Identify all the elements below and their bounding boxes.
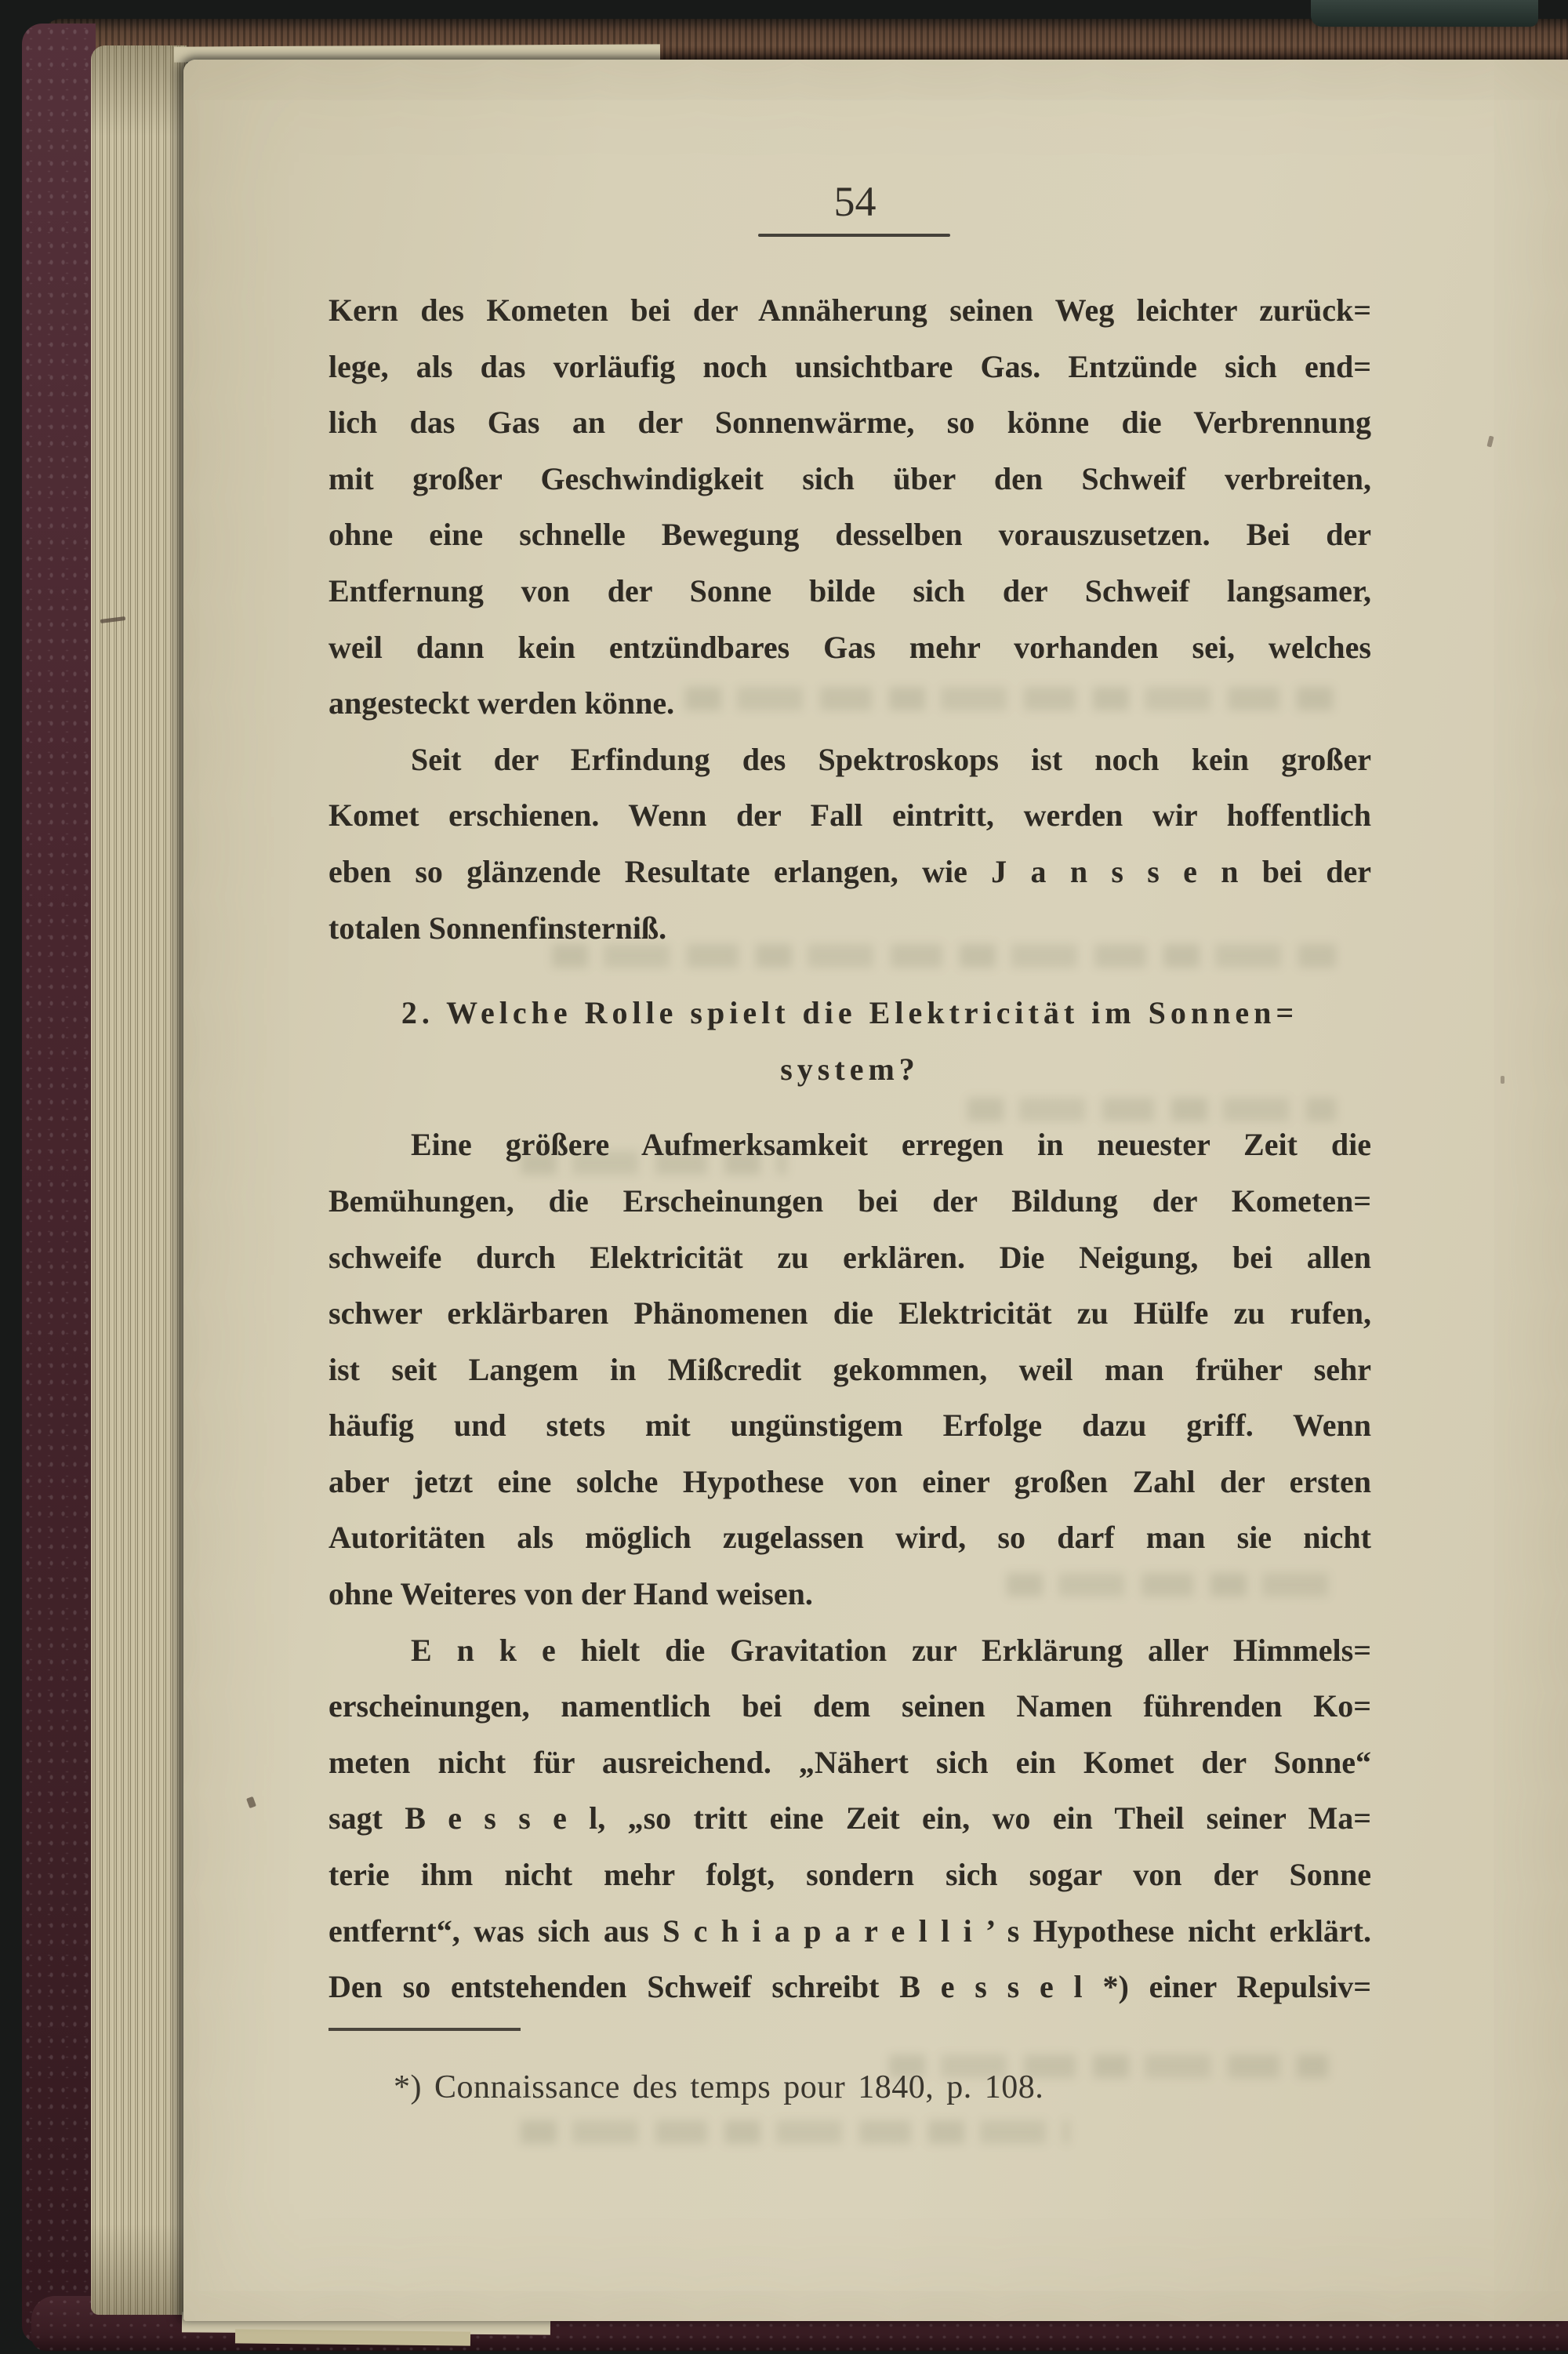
text-line: E n k e hielt die Gravitation zur Erklärung aller Himmels= bbox=[411, 1632, 1371, 1668]
text-line: sagt B e s s e l, „so tritt eine Zeit ein, wo ein Theil seiner Ma= bbox=[328, 1800, 1371, 1836]
text-line: Kern des Kometen bei der Annäherung seinen Weg leichter zurück= bbox=[328, 292, 1371, 328]
text-line: lich das Gas an der Sonnenwärme, so könne die Verbrennung bbox=[328, 405, 1371, 441]
text-line: lege, als das vorläufig noch unsichtbare Gas. Entzünde sich end= bbox=[328, 348, 1371, 384]
section-heading-line-1: 2. Welche Rolle spielt die Elektricität im Sonnen= bbox=[401, 995, 1299, 1031]
ink-speck bbox=[1501, 1076, 1504, 1084]
text-line: erscheinungen, namentlich bei dem seinen Namen führenden Ko= bbox=[328, 1688, 1371, 1724]
text-line: totalen Sonnenfinsterniß. bbox=[328, 910, 667, 946]
text-line: schwer erklärbaren Phänomenen die Elektricität zu Hülfe zu rufen, bbox=[328, 1295, 1371, 1331]
page-corner-layer bbox=[235, 2329, 470, 2345]
body-text bbox=[328, 282, 1371, 2015]
show-through-smudge bbox=[521, 2120, 1069, 2144]
section-heading-line-2: system? bbox=[780, 1051, 920, 1087]
book-cover-corner-patch bbox=[1311, 0, 1538, 27]
text-line: terie ihm nicht mehr folgt, sondern sich sogar von der Sonne bbox=[328, 1857, 1371, 1893]
text-line: Den so entstehenden Schweif schreibt B e s s e l *) einer Repulsiv= bbox=[328, 1969, 1371, 2005]
text-line: Komet erschienen. Wenn der Fall eintritt, werden wir hoffentlich bbox=[328, 797, 1371, 834]
text-line: ohne eine schnelle Bewegung desselben vorauszusetzen. Bei der bbox=[328, 517, 1371, 553]
text-line: häufig und stets mit ungünstigem Erfolge dazu griff. Wenn bbox=[328, 1408, 1371, 1444]
book-cover-left-edge bbox=[22, 24, 96, 2343]
text-line: angesteckt werden könne. bbox=[328, 685, 675, 721]
page-stack-edges bbox=[91, 45, 187, 2315]
footnote-separator bbox=[328, 2028, 521, 2031]
text-line: Entfernung von der Sonne bilde sich der Schweif langsamer, bbox=[328, 572, 1371, 608]
footnote: *) Connaissance des temps pour 1840, p. 108. bbox=[394, 2069, 1044, 2105]
text-line: meten nicht für ausreichend. „Nähert sich ein Komet der Sonne“ bbox=[328, 1744, 1371, 1780]
text-line: schweife durch Elektricität zu erklären. Die Neigung, bei allen bbox=[328, 1239, 1371, 1275]
text-line: Seit der Erfindung des Spektroskops ist noch kein großer bbox=[411, 741, 1371, 777]
text-line: ohne Weiteres von der Hand weisen. bbox=[328, 1576, 813, 1612]
text-line: mit großer Geschwindigkeit sich über den Schweif verbreiten, bbox=[328, 460, 1371, 496]
text-line: ist seit Langem in Mißcredit gekommen, weil man früher sehr bbox=[328, 1351, 1371, 1387]
page-number-rule bbox=[758, 234, 950, 237]
text-line: Eine größere Aufmerksamkeit erregen in neuester Zeit die bbox=[411, 1127, 1371, 1163]
page-number: 54 bbox=[833, 178, 877, 225]
text-line: weil dann kein entzündbares Gas mehr vorhanden sei, welches bbox=[328, 629, 1371, 665]
text-line: entfernt“, was sich aus S c h i a p a r e l l i ’ s Hypothese nicht erklärt. bbox=[328, 1913, 1371, 1949]
text-line: Autoritäten als möglich zugelassen wird, so darf man sie nicht bbox=[328, 1520, 1371, 1556]
text-line: aber jetzt eine solche Hypothese von einer großen Zahl der ersten bbox=[328, 1463, 1371, 1499]
book-page bbox=[183, 60, 1568, 2321]
text-line: eben so glänzende Resultate erlangen, wie J a n s s e n bei der bbox=[328, 853, 1371, 889]
text-line: Bemühungen, die Erscheinungen bei der Bildung der Kometen= bbox=[328, 1182, 1371, 1219]
